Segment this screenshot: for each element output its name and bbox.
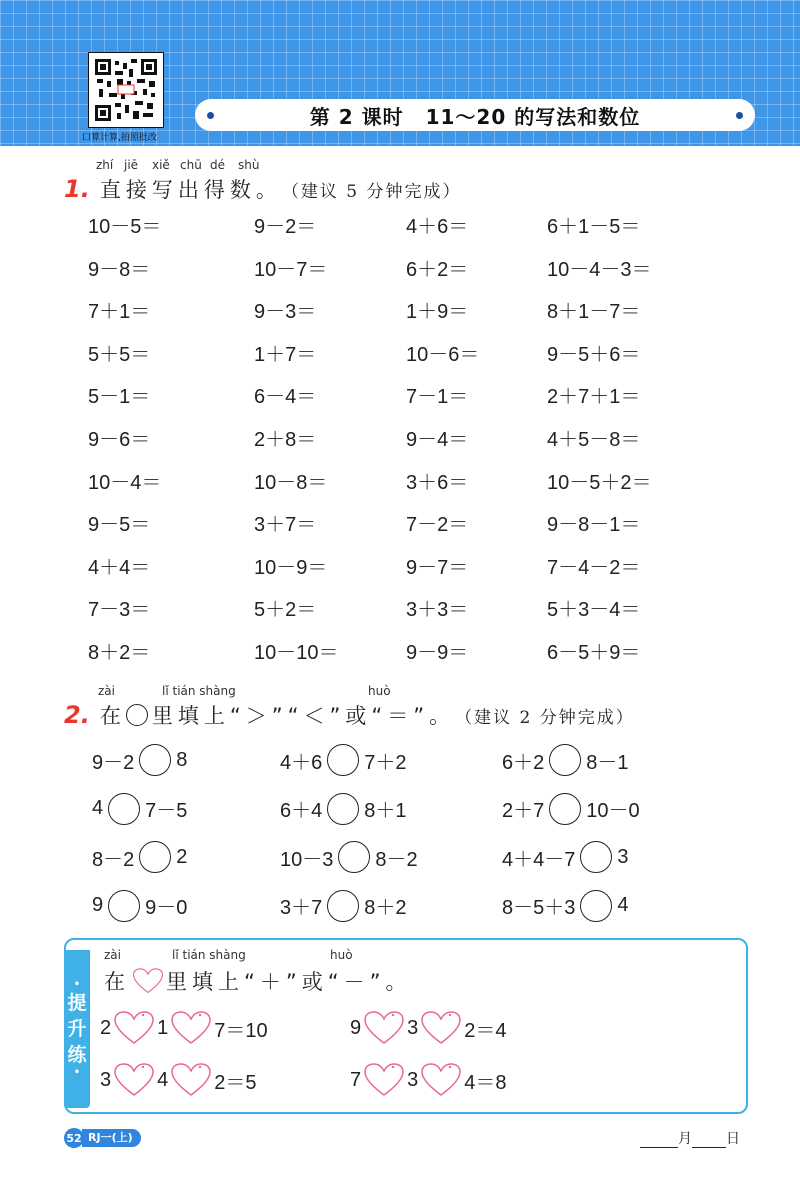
calc-item: 10－5＋2＝: [547, 471, 652, 494]
operand: 2: [100, 1016, 112, 1039]
practice-instruction-a: 在: [104, 970, 130, 994]
q1-hint: （建议 5 分钟完成）: [281, 181, 462, 202]
heart-equation: [350, 1062, 507, 1098]
calc-item: 3＋6＝: [406, 471, 469, 494]
heart-equation: [100, 1062, 257, 1098]
answer-circle[interactable]: [549, 793, 581, 825]
compare-left: 4＋4－7: [502, 848, 576, 871]
compare-right: 8－1: [586, 751, 629, 774]
calc-item: 9－5＋6＝: [547, 343, 641, 366]
practice-title: [104, 966, 412, 996]
page-badge: [64, 1129, 141, 1147]
heart-blank-icon[interactable]: [363, 1062, 405, 1098]
compare-item: [280, 793, 407, 825]
answer-circle[interactable]: [327, 744, 359, 776]
answer-circle[interactable]: [108, 890, 140, 922]
operand: 9: [350, 1016, 362, 1039]
operand: 3: [407, 1016, 419, 1039]
calc-item: 2＋8＝: [254, 429, 317, 451]
q2-hint: （建议 2 分钟完成）: [455, 707, 635, 728]
operand: 3: [407, 1068, 419, 1091]
compare-item: [280, 841, 418, 873]
heart-blank-icon[interactable]: [420, 1010, 462, 1046]
calc-item: 9－2＝: [254, 216, 317, 238]
calc-item: 6－4＝: [254, 386, 317, 409]
practice-pinyin: zài lǐ tián shàng huò: [104, 948, 353, 962]
compare-left: 8－2: [92, 848, 135, 871]
calc-item: 9－7＝: [406, 556, 469, 579]
calc-item: 8＋1－7＝: [547, 301, 641, 324]
answer-circle[interactable]: [338, 841, 370, 873]
compare-item: [502, 793, 640, 825]
qr-code-icon: [95, 59, 157, 121]
compare-left: 10－3: [280, 848, 334, 871]
compare-item: [92, 890, 187, 922]
compare-right: 8＋1: [364, 800, 407, 822]
practice-tab: • 提 升 练 •: [64, 950, 90, 1108]
operand-result: 7＝10: [214, 1019, 268, 1042]
heart-equation: [350, 1010, 507, 1046]
compare-right: 7－5: [145, 800, 188, 822]
answer-circle[interactable]: [108, 793, 140, 825]
calc-item: 6＋1－5＝: [547, 216, 641, 238]
heart-blank-icon[interactable]: [363, 1010, 405, 1046]
calc-item: 10－10＝: [254, 642, 339, 664]
compare-right: 3: [617, 845, 629, 868]
operand: 1: [157, 1016, 169, 1039]
lesson-label: 第 2 课时: [309, 104, 404, 129]
calc-item: 1＋7＝: [254, 343, 317, 366]
calc-item: 10－5＝: [88, 216, 162, 238]
answer-circle[interactable]: [327, 890, 359, 922]
answer-circle[interactable]: [549, 744, 581, 776]
compare-right: 8: [176, 748, 188, 771]
calc-item: 7－4－2＝: [547, 556, 641, 579]
operand: 3: [100, 1068, 112, 1091]
q2-pinyin: zài lǐ tián shàng huò: [98, 684, 391, 698]
compare-right: 7＋2: [364, 751, 407, 774]
compare-right: 8－2: [375, 848, 418, 871]
compare-item: [502, 841, 629, 873]
calc-item: 6－5＋9＝: [547, 642, 641, 664]
practice-instruction-b: 里填上“＋”或“－”。: [166, 970, 412, 994]
answer-circle[interactable]: [139, 744, 171, 776]
calc-item: 9－9＝: [406, 642, 469, 664]
calc-item: 4＋4＝: [88, 556, 151, 579]
calc-item: 10－4＝: [88, 471, 162, 494]
answer-circle[interactable]: [580, 890, 612, 922]
heart-equation: [100, 1010, 268, 1046]
q1-calc-grid: [88, 210, 728, 670]
calc-item: 6＋2＝: [406, 258, 469, 281]
calc-item: 7＋1＝: [88, 301, 151, 324]
edition-tag: RJ一(上): [82, 1129, 141, 1147]
compare-left: 9－2: [92, 751, 135, 774]
compare-right: 2: [176, 845, 188, 868]
compare-right: 8＋2: [364, 897, 407, 919]
operand: 4: [157, 1068, 169, 1091]
heart-blank-icon: [132, 967, 164, 995]
date-field[interactable]: [640, 1128, 740, 1148]
compare-right: 9－0: [145, 897, 188, 919]
calc-item: 9－5＝: [88, 514, 151, 537]
calc-item: 4＋6＝: [406, 216, 469, 238]
calc-item: 5＋3－4＝: [547, 599, 641, 622]
calc-item: 5＋5＝: [88, 343, 151, 366]
page-title: [195, 99, 755, 131]
operand-result: 2＝4: [464, 1019, 507, 1042]
practice-tab-label: 提 升 练: [67, 992, 87, 1066]
calc-item: 7－2＝: [406, 514, 469, 537]
compare-item: [92, 744, 187, 776]
q1-title: [64, 174, 461, 204]
compare-left: 4＋6: [280, 751, 323, 774]
answer-circle[interactable]: [580, 841, 612, 873]
qr-caption: 口算计算,拍照批改: [82, 133, 157, 143]
calc-item: 5＋2＝: [254, 599, 317, 622]
q1-instruction: 直接写出得数。: [99, 178, 282, 202]
q1-number: 1.: [64, 175, 90, 203]
calc-item: 1＋9＝: [406, 301, 469, 324]
operand-result: 4＝8: [464, 1071, 507, 1094]
calc-item: 3＋3＝: [406, 599, 469, 622]
calc-item: 10－8＝: [254, 471, 328, 494]
calc-item: 8＋2＝: [88, 642, 151, 664]
answer-circle[interactable]: [327, 793, 359, 825]
compare-right: 4: [617, 894, 629, 916]
calc-item: 3＋7＝: [254, 514, 317, 537]
compare-item: [502, 890, 629, 922]
topic-label: 11～20 的写法和数位: [425, 104, 641, 129]
compare-left: 6＋2: [502, 751, 545, 774]
answer-circle[interactable]: [139, 841, 171, 873]
calc-item: 9－6＝: [88, 429, 151, 451]
compare-right: 10－0: [586, 800, 640, 822]
pill-dot-icon: [207, 112, 214, 119]
calc-item: 4＋5－8＝: [547, 429, 641, 451]
compare-left: 2＋7: [502, 800, 545, 822]
heart-blank-icon[interactable]: [113, 1010, 155, 1046]
compare-item: [280, 744, 407, 776]
pill-dot-icon: [736, 112, 743, 119]
month-label: 月: [678, 1131, 692, 1147]
page-number: 52: [64, 1128, 84, 1148]
q2-instruction-a: 在: [99, 704, 126, 728]
compare-left: 4: [92, 797, 104, 819]
q2-number: 2.: [64, 701, 90, 729]
heart-blank-icon[interactable]: [113, 1062, 155, 1098]
compare-item: [92, 793, 187, 825]
calc-item: 10－7＝: [254, 258, 328, 281]
calc-item: 9－8－1＝: [547, 514, 641, 537]
heart-blank-icon[interactable]: [420, 1062, 462, 1098]
calc-item: 10－4－3＝: [547, 258, 652, 281]
qr-code[interactable]: [88, 52, 164, 128]
calc-item: 9－3＝: [254, 301, 317, 324]
calc-item: 9－8＝: [88, 258, 151, 281]
compare-item: [92, 841, 187, 873]
compare-left: 3＋7: [280, 897, 323, 919]
compare-item: [502, 744, 629, 776]
q2-title: [64, 700, 635, 730]
q2-instruction-b: 里填上“＞”“＜”或“＝”。: [151, 704, 456, 728]
calc-item: 7－1＝: [406, 386, 469, 409]
calc-item: 2＋7＋1＝: [547, 386, 641, 409]
heart-blank-icon[interactable]: [170, 1062, 212, 1098]
calc-item: 10－9＝: [254, 556, 328, 579]
compare-left: 8－5＋3: [502, 897, 576, 919]
calc-item: 10－6＝: [406, 343, 480, 366]
compare-left: 9: [92, 894, 104, 916]
q1-pinyin: zhí jiē xiě chū dé shù: [96, 158, 260, 172]
compare-left: 6＋4: [280, 800, 323, 822]
operand: 7: [350, 1068, 362, 1091]
compare-item: [280, 890, 407, 922]
calc-item: 7－3＝: [88, 599, 151, 622]
operand-result: 2＝5: [214, 1071, 257, 1094]
heart-blank-icon[interactable]: [170, 1010, 212, 1046]
circle-blank-icon: [126, 704, 148, 726]
day-label: 日: [726, 1131, 740, 1147]
calc-item: 5－1＝: [88, 386, 151, 409]
calc-item: 9－4＝: [406, 429, 469, 451]
